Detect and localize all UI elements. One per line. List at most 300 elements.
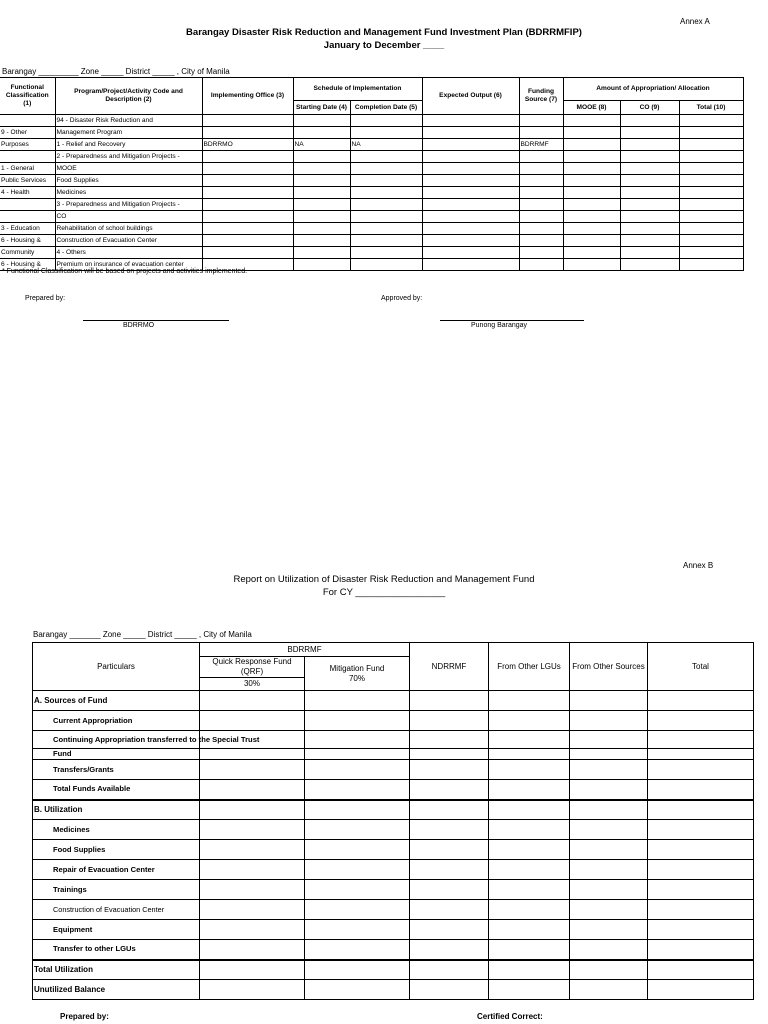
completion-date-cell: [350, 163, 422, 175]
approved-name: Punong Barangay: [471, 322, 528, 329]
output-cell: [422, 223, 519, 235]
completion-date-cell: [350, 127, 422, 139]
other-sources-cell: [570, 820, 648, 840]
output-cell: [422, 139, 519, 151]
funding-source-cell: [519, 175, 563, 187]
completion-date-cell: [350, 199, 422, 211]
plan-row: [0, 139, 743, 151]
other-lgus-cell: [489, 711, 570, 731]
office-cell: [202, 115, 293, 127]
col-other-lgus: From Other LGUs: [489, 643, 570, 691]
annex-a-footnote: * Functional Classification will be based on projects and activities implemented.: [2, 268, 248, 275]
qrf-cell: [200, 880, 305, 900]
total-cell: [648, 820, 754, 840]
col-schedule: Schedule of Implementation: [293, 78, 422, 101]
program-cell: Food Supplies: [55, 175, 202, 187]
report-row: [33, 900, 754, 920]
office-cell: [202, 175, 293, 187]
program-cell: Medicines: [55, 187, 202, 199]
particulars-cell: B. Utilization: [33, 800, 200, 820]
total-cell: [648, 691, 754, 711]
output-cell: [422, 247, 519, 259]
other-lgus-cell: [489, 960, 570, 980]
start-date-cell: [293, 211, 350, 223]
report-row: [33, 760, 754, 780]
mitigation-cell: [305, 840, 410, 860]
report-row: [33, 960, 754, 980]
report-row: [33, 840, 754, 860]
other-lgus-cell: [489, 749, 570, 760]
annex-b-subtitle: For CY _________________: [322, 587, 446, 598]
total-cell: [679, 163, 743, 175]
qrf-cell: [200, 820, 305, 840]
ndrrmf-cell: [410, 900, 489, 920]
ndrrmf-cell: [410, 731, 489, 749]
funding-source-cell: [519, 151, 563, 163]
report-row: [33, 920, 754, 940]
particulars-cell: Current Appropriation: [33, 711, 200, 731]
office-cell: [202, 247, 293, 259]
office-cell: [202, 199, 293, 211]
output-cell: [422, 235, 519, 247]
annex-b-certified: Certified Correct:: [477, 1012, 543, 1021]
mitigation-cell: [305, 920, 410, 940]
particulars-cell: Transfer to other LGUs: [33, 940, 200, 960]
particulars-cell: Total Utilization: [33, 960, 200, 980]
other-sources-cell: [570, 711, 648, 731]
functional-cell: 3 - Education: [0, 223, 55, 235]
mitigation-cell: [305, 760, 410, 780]
funding-source-cell: [519, 223, 563, 235]
plan-row: [0, 175, 743, 187]
col-total: Total (10): [679, 101, 743, 115]
prepared-signature-line: [83, 320, 229, 321]
mooe-cell: [563, 151, 620, 163]
total-cell: [648, 960, 754, 980]
co-cell: [620, 151, 679, 163]
report-row: [33, 980, 754, 1000]
plan-row: [0, 211, 743, 223]
other-lgus-cell: [489, 840, 570, 860]
particulars-cell: Transfers/Grants: [33, 760, 200, 780]
other-lgus-cell: [489, 760, 570, 780]
other-lgus-cell: [489, 880, 570, 900]
start-date-cell: [293, 235, 350, 247]
mitigation-cell: [305, 900, 410, 920]
co-cell: [620, 223, 679, 235]
annex-a-prepared-by: Prepared by:: [25, 295, 66, 302]
col-mitigation: [305, 657, 410, 691]
other-sources-cell: [570, 749, 648, 760]
ndrrmf-cell: [410, 820, 489, 840]
co-cell: [620, 235, 679, 247]
qrf-cell: [200, 980, 305, 1000]
qrf-cell: [200, 760, 305, 780]
other-lgus-cell: [489, 940, 570, 960]
total-cell: [648, 780, 754, 800]
program-cell: Construction of Evacuation Center: [55, 235, 202, 247]
total-cell: [648, 900, 754, 920]
total-cell: [679, 211, 743, 223]
office-cell: [202, 211, 293, 223]
ndrrmf-cell: [410, 920, 489, 940]
annex-a-label: Annex A: [680, 17, 710, 26]
mooe-cell: [563, 259, 620, 271]
start-date-cell: [293, 247, 350, 259]
functional-cell: Purposes: [0, 139, 55, 151]
program-cell: 3 - Preparedness and Mitigation Projects -: [55, 199, 202, 211]
completion-date-cell: [350, 187, 422, 199]
program-cell: 94 - Disaster Risk Reduction and: [55, 115, 202, 127]
ndrrmf-cell: [410, 860, 489, 880]
other-sources-cell: [570, 980, 648, 1000]
mitigation-cell: [305, 980, 410, 1000]
mitigation-cell: [305, 940, 410, 960]
funding-source-cell: [519, 259, 563, 271]
particulars-cell: A. Sources of Fund: [33, 691, 200, 711]
plan-row: [0, 247, 743, 259]
total-cell: [648, 749, 754, 760]
total-cell: [648, 980, 754, 1000]
funding-source-cell: [519, 235, 563, 247]
funding-source-cell: [519, 115, 563, 127]
utilization-report-table: [32, 642, 754, 1000]
co-cell: [620, 187, 679, 199]
completion-date-cell: NA: [350, 139, 422, 151]
total-cell: [679, 187, 743, 199]
output-cell: [422, 211, 519, 223]
total-cell: [679, 115, 743, 127]
ndrrmf-cell: [410, 780, 489, 800]
co-cell: [620, 259, 679, 271]
office-cell: [202, 223, 293, 235]
total-cell: [648, 760, 754, 780]
functional-cell: 1 - General: [0, 163, 55, 175]
output-cell: [422, 175, 519, 187]
approved-signature-line: [440, 320, 584, 321]
program-cell: 2 - Preparedness and Mitigation Projects -: [55, 151, 202, 163]
total-cell: [679, 247, 743, 259]
total-cell: [648, 840, 754, 860]
funding-source-cell: [519, 163, 563, 175]
total-cell: [648, 920, 754, 940]
qrf-cell: [200, 711, 305, 731]
program-cell: 1 - Relief and Recovery: [55, 139, 202, 151]
functional-cell: Public Services: [0, 175, 55, 187]
mitigation-label: Mitigation Fund: [329, 663, 385, 673]
mooe-cell: [563, 175, 620, 187]
output-cell: [422, 199, 519, 211]
funding-source-cell: BDRRMF: [519, 139, 563, 151]
annex-a-subtitle: January to December ____: [323, 40, 445, 51]
functional-cell: Community: [0, 247, 55, 259]
mooe-cell: [563, 187, 620, 199]
plan-row: [0, 151, 743, 163]
ndrrmf-cell: [410, 840, 489, 860]
other-sources-cell: [570, 860, 648, 880]
col-completion-date: Completion Date (5): [350, 101, 422, 115]
co-cell: [620, 115, 679, 127]
other-lgus-cell: [489, 980, 570, 1000]
office-cell: [202, 187, 293, 199]
col-other-sources: From Other Sources: [570, 643, 648, 691]
other-sources-cell: [570, 780, 648, 800]
particulars-cell: Trainings: [33, 880, 200, 900]
mitigation-cell: [305, 880, 410, 900]
particulars-cell: Medicines: [33, 820, 200, 840]
program-cell: Rehabilitation of school buildings: [55, 223, 202, 235]
functional-cell: 6 - Housing &: [0, 259, 55, 271]
col-bdrrmf: BDRRMF: [200, 643, 410, 657]
mooe-cell: [563, 235, 620, 247]
start-date-cell: NA: [293, 139, 350, 151]
completion-date-cell: [350, 115, 422, 127]
completion-date-cell: [350, 247, 422, 259]
office-cell: [202, 163, 293, 175]
col-program: Program/Project/Activity Code and Description (2): [55, 78, 202, 115]
mitigation-cell: [305, 749, 410, 760]
co-cell: [620, 127, 679, 139]
annex-a-approved-by: Approved by:: [381, 295, 423, 302]
annex-b-label: Annex B: [683, 561, 714, 570]
co-cell: [620, 175, 679, 187]
total-cell: [679, 175, 743, 187]
start-date-cell: [293, 175, 350, 187]
total-cell: [648, 940, 754, 960]
total-cell: [679, 151, 743, 163]
mooe-cell: [563, 115, 620, 127]
qrf-cell: [200, 800, 305, 820]
total-cell: [679, 127, 743, 139]
total-cell: [648, 711, 754, 731]
ndrrmf-cell: [410, 960, 489, 980]
other-sources-cell: [570, 920, 648, 940]
start-date-cell: [293, 199, 350, 211]
qrf-cell: [200, 749, 305, 760]
ndrrmf-cell: [410, 749, 489, 760]
mitigation-cell: [305, 800, 410, 820]
annex-b-prepared-by: Prepared by:: [60, 1012, 109, 1021]
total-cell: [679, 139, 743, 151]
other-sources-cell: [570, 800, 648, 820]
total-cell: [648, 800, 754, 820]
funding-source-cell: [519, 247, 563, 259]
plan-row: [0, 115, 743, 127]
plan-row: [0, 199, 743, 211]
col-ndrrmf: NDRRMF: [410, 643, 489, 691]
co-cell: [620, 163, 679, 175]
total-cell: [648, 860, 754, 880]
program-cell: CO: [55, 211, 202, 223]
qrf-cell: [200, 860, 305, 880]
start-date-cell: [293, 115, 350, 127]
particulars-cell: Repair of Evacuation Center: [33, 860, 200, 880]
qrf-cell: [200, 960, 305, 980]
ndrrmf-cell: [410, 980, 489, 1000]
mooe-cell: [563, 127, 620, 139]
other-sources-cell: [570, 960, 648, 980]
particulars-cell: Unutilized Balance: [33, 980, 200, 1000]
particulars-cell: Equipment: [33, 920, 200, 940]
output-cell: [422, 151, 519, 163]
completion-date-cell: [350, 223, 422, 235]
output-cell: [422, 115, 519, 127]
functional-cell: 6 - Housing &: [0, 235, 55, 247]
report-row: [33, 800, 754, 820]
col-total-b: Total: [648, 643, 754, 691]
plan-row: [0, 163, 743, 175]
funding-source-cell: [519, 211, 563, 223]
other-lgus-cell: [489, 820, 570, 840]
annex-b-location-line: Barangay _______ Zone _____ District _____ , City of Manila: [33, 630, 252, 639]
col-functional-classification: Functional Classification (1): [0, 78, 55, 115]
report-row: [33, 711, 754, 731]
report-row: [33, 880, 754, 900]
col-funding-source: Funding Source (7): [519, 78, 563, 115]
report-row: [33, 731, 754, 749]
plan-row: [0, 235, 743, 247]
plan-row: [0, 187, 743, 199]
start-date-cell: [293, 127, 350, 139]
total-cell: [679, 235, 743, 247]
plan-row: [0, 223, 743, 235]
annex-a-location-line: Barangay _________ Zone _____ District _____ , City of Manila: [2, 67, 230, 76]
functional-cell: [0, 115, 55, 127]
start-date-cell: [293, 151, 350, 163]
col-mooe: MOOE (8): [563, 101, 620, 115]
qrf-cell: [200, 920, 305, 940]
other-sources-cell: [570, 880, 648, 900]
plan-row: [0, 127, 743, 139]
mitigation-cell: [305, 731, 410, 749]
program-cell: Premium on insurance of evacuation center: [55, 259, 202, 271]
start-date-cell: [293, 259, 350, 271]
qrf-cell: [200, 900, 305, 920]
output-cell: [422, 187, 519, 199]
program-cell: 4 - Others: [55, 247, 202, 259]
total-cell: [679, 259, 743, 271]
completion-date-cell: [350, 151, 422, 163]
ndrrmf-cell: [410, 800, 489, 820]
program-cell: MOOE: [55, 163, 202, 175]
functional-cell: 9 - Other: [0, 127, 55, 139]
col-implementing-office: Implementing Office (3): [202, 78, 293, 115]
mitigation-cell: [305, 691, 410, 711]
mooe-cell: [563, 223, 620, 235]
total-cell: [648, 731, 754, 749]
funding-source-cell: [519, 199, 563, 211]
mitigation-cell: [305, 960, 410, 980]
mitigation-cell: [305, 780, 410, 800]
col-starting-date: Starting Date (4): [293, 101, 350, 115]
ndrrmf-cell: [410, 691, 489, 711]
mooe-cell: [563, 247, 620, 259]
mitigation-cell: [305, 860, 410, 880]
other-lgus-cell: [489, 800, 570, 820]
report-row: [33, 749, 754, 760]
total-cell: [679, 223, 743, 235]
other-lgus-cell: [489, 860, 570, 880]
other-lgus-cell: [489, 900, 570, 920]
particulars-cell: Food Supplies: [33, 840, 200, 860]
col-qrf-pct: 30%: [200, 678, 305, 691]
funding-source-cell: [519, 187, 563, 199]
office-cell: [202, 151, 293, 163]
completion-date-cell: [350, 175, 422, 187]
output-cell: [422, 163, 519, 175]
col-co: CO (9): [620, 101, 679, 115]
functional-cell: 4 - Health: [0, 187, 55, 199]
col-particulars: Particulars: [33, 643, 200, 691]
mooe-cell: [563, 199, 620, 211]
investment-plan-table: [0, 77, 744, 271]
col-expected-output: Expected Output (6): [422, 78, 519, 115]
other-lgus-cell: [489, 920, 570, 940]
total-cell: [679, 199, 743, 211]
particulars-cell: Continuing Appropriation transferred to the Special Trust: [33, 731, 200, 749]
other-lgus-cell: [489, 691, 570, 711]
co-cell: [620, 199, 679, 211]
particulars-cell: Fund: [33, 749, 200, 760]
co-cell: [620, 247, 679, 259]
functional-cell: [0, 151, 55, 163]
ndrrmf-cell: [410, 940, 489, 960]
completion-date-cell: [350, 235, 422, 247]
col-qrf: Quick Response Fund (QRF): [200, 657, 305, 678]
mooe-cell: [563, 211, 620, 223]
qrf-cell: [200, 840, 305, 860]
qrf-cell: [200, 780, 305, 800]
report-row: [33, 691, 754, 711]
completion-date-cell: [350, 211, 422, 223]
mitigation-cell: [305, 820, 410, 840]
office-cell: BDRRMO: [202, 139, 293, 151]
start-date-cell: [293, 163, 350, 175]
particulars-cell: Construction of Evacuation Center: [33, 900, 200, 920]
start-date-cell: [293, 187, 350, 199]
mitigation-cell: [305, 711, 410, 731]
other-lgus-cell: [489, 780, 570, 800]
report-row: [33, 860, 754, 880]
annex-a-title: Barangay Disaster Risk Reduction and Management Fund Investment Plan (BDRRMFIP): [186, 27, 582, 38]
other-sources-cell: [570, 940, 648, 960]
program-cell: Management Program: [55, 127, 202, 139]
ndrrmf-cell: [410, 760, 489, 780]
functional-cell: [0, 211, 55, 223]
other-sources-cell: [570, 840, 648, 860]
particulars-cell: Total Funds Available: [33, 780, 200, 800]
other-sources-cell: [570, 691, 648, 711]
report-row: [33, 940, 754, 960]
completion-date-cell: [350, 259, 422, 271]
report-row: [33, 820, 754, 840]
office-cell: [202, 127, 293, 139]
annex-b-title: Report on Utilization of Disaster Risk Reduction and Management Fund: [233, 574, 535, 585]
prepared-name: BDRRMO: [123, 322, 155, 329]
other-sources-cell: [570, 900, 648, 920]
functional-cell: [0, 199, 55, 211]
output-cell: [422, 259, 519, 271]
funding-source-cell: [519, 127, 563, 139]
co-cell: [620, 211, 679, 223]
mitigation-pct: 70%: [348, 673, 365, 683]
start-date-cell: [293, 223, 350, 235]
col-amount: Amount of Appropriation/ Allocation: [563, 78, 743, 101]
total-cell: [648, 880, 754, 900]
qrf-cell: [200, 940, 305, 960]
report-row: [33, 780, 754, 800]
office-cell: [202, 235, 293, 247]
